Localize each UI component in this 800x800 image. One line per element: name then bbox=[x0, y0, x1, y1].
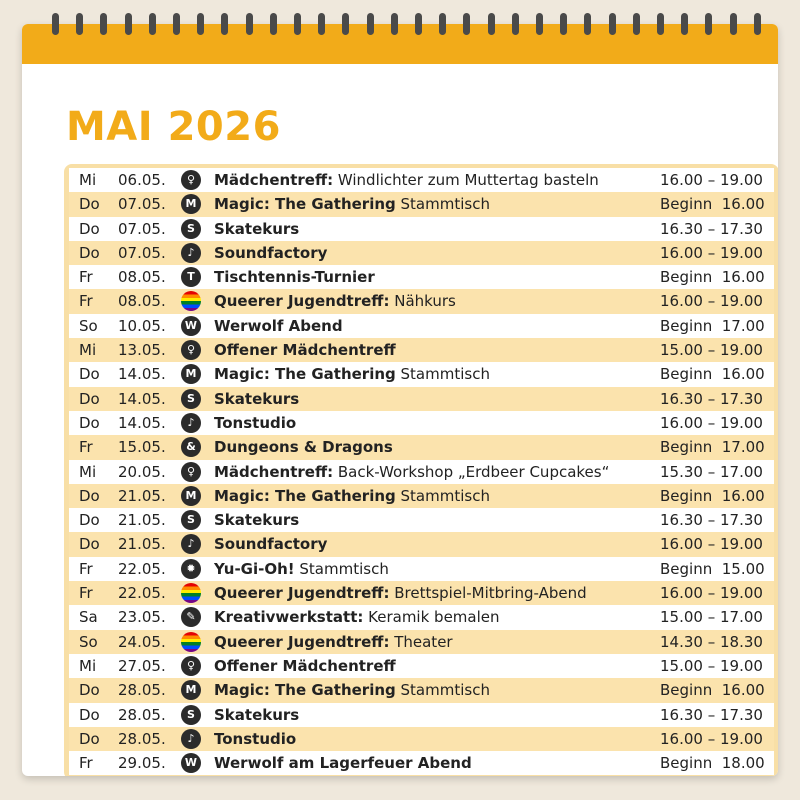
event-time: 16.00 – 19.00 bbox=[660, 413, 763, 432]
werewolf-icon: W bbox=[181, 753, 201, 773]
event-row bbox=[69, 289, 774, 313]
event-row bbox=[69, 435, 774, 459]
event-title-detail: Stammtisch bbox=[395, 681, 490, 700]
event-weekday: Fr bbox=[79, 268, 93, 287]
event-weekday: Do bbox=[79, 705, 100, 724]
event-time: Beginn 15.00 bbox=[660, 559, 765, 578]
event-weekday: Fr bbox=[79, 584, 93, 603]
female-symbol-icon: ♀ bbox=[181, 656, 201, 676]
event-title-bold: Mädchentreff: bbox=[214, 462, 334, 481]
event-row bbox=[69, 678, 774, 702]
female-symbol-icon: ♀ bbox=[181, 340, 201, 360]
paintbrush-icon: ✎ bbox=[181, 607, 201, 627]
event-title-detail: Theater bbox=[389, 632, 453, 651]
magic-gathering-icon: M bbox=[181, 194, 201, 214]
event-title-bold: Tischtennis-Turnier bbox=[214, 268, 375, 287]
event-row bbox=[69, 314, 774, 338]
event-date: 20.05. bbox=[118, 462, 166, 481]
microphone-icon: ♪ bbox=[181, 534, 201, 554]
event-title bbox=[214, 265, 375, 289]
event-row bbox=[69, 508, 774, 532]
event-weekday: Do bbox=[79, 389, 100, 408]
event-table bbox=[64, 164, 778, 776]
magic-gathering-icon: M bbox=[181, 364, 201, 384]
event-time: 16.00 – 19.00 bbox=[660, 729, 763, 748]
event-title-detail: Stammtisch bbox=[395, 486, 490, 505]
event-title bbox=[214, 727, 296, 751]
event-row bbox=[69, 654, 774, 678]
event-title-bold: Queerer Jugendtreff: bbox=[214, 632, 390, 651]
event-title bbox=[214, 217, 299, 241]
event-weekday: Do bbox=[79, 535, 100, 554]
event-date: 14.05. bbox=[118, 389, 166, 408]
event-row bbox=[69, 703, 774, 727]
skateboard-icon: S bbox=[181, 510, 201, 530]
event-title-detail: Back-Workshop „Erdbeer Cupcakes“ bbox=[333, 462, 610, 481]
event-date: 07.05. bbox=[118, 243, 166, 262]
event-row bbox=[69, 265, 774, 289]
event-row bbox=[69, 532, 774, 556]
event-time: Beginn 16.00 bbox=[660, 195, 765, 214]
event-row bbox=[69, 557, 774, 581]
event-title-bold: Offener Mädchentreff bbox=[214, 656, 396, 675]
event-weekday: Do bbox=[79, 681, 100, 700]
event-date: 21.05. bbox=[118, 486, 166, 505]
event-title bbox=[214, 484, 490, 508]
event-row bbox=[69, 460, 774, 484]
event-time: 15.00 – 17.00 bbox=[660, 608, 763, 627]
event-time: Beginn 18.00 bbox=[660, 754, 765, 773]
event-weekday: Do bbox=[79, 195, 100, 214]
event-date: 07.05. bbox=[118, 195, 166, 214]
event-time: 16.00 – 19.00 bbox=[660, 292, 763, 311]
skateboard-icon: S bbox=[181, 219, 201, 239]
event-title-bold: Queerer Jugendtreff: bbox=[214, 292, 390, 311]
rainbow-flag-icon bbox=[181, 291, 201, 311]
event-row bbox=[69, 168, 774, 192]
event-weekday: Fr bbox=[79, 292, 93, 311]
event-title bbox=[214, 557, 389, 581]
event-date: 14.05. bbox=[118, 413, 166, 432]
event-title-bold: Skatekurs bbox=[214, 511, 300, 530]
event-time: 14.30 – 18.30 bbox=[660, 632, 763, 651]
event-row bbox=[69, 192, 774, 216]
event-row bbox=[69, 387, 774, 411]
event-weekday: Do bbox=[79, 365, 100, 384]
event-title-bold: Magic: The Gathering bbox=[214, 681, 396, 700]
event-title bbox=[214, 338, 396, 362]
event-title bbox=[214, 435, 393, 459]
event-title-bold: Tonstudio bbox=[214, 729, 297, 748]
dungeons-dragons-icon: & bbox=[181, 437, 201, 457]
event-row bbox=[69, 751, 774, 775]
event-title-bold: Werwolf Abend bbox=[214, 316, 343, 335]
event-title-bold: Soundfactory bbox=[214, 535, 328, 554]
event-title-detail: Stammtisch bbox=[294, 559, 389, 578]
event-title-bold: Magic: The Gathering bbox=[214, 195, 396, 214]
event-date: 08.05. bbox=[118, 292, 166, 311]
event-title-detail: Windlichter zum Muttertag basteln bbox=[333, 171, 599, 189]
event-time: 15.00 – 19.00 bbox=[660, 656, 763, 675]
event-time: Beginn 16.00 bbox=[660, 365, 765, 384]
event-date: 15.05. bbox=[118, 438, 166, 457]
event-time: 15.00 – 19.00 bbox=[660, 341, 763, 360]
event-date: 24.05. bbox=[118, 632, 166, 651]
event-title bbox=[214, 241, 327, 265]
event-title-bold: Magic: The Gathering bbox=[214, 365, 396, 384]
event-title-bold: Offener Mädchentreff bbox=[214, 341, 396, 360]
event-title bbox=[214, 314, 343, 338]
event-row bbox=[69, 362, 774, 386]
event-weekday: Mi bbox=[79, 656, 97, 675]
event-title-bold: Yu-Gi-Oh! bbox=[214, 559, 295, 578]
magic-gathering-icon: M bbox=[181, 486, 201, 506]
event-weekday: Do bbox=[79, 243, 100, 262]
event-time: 16.30 – 17.30 bbox=[660, 511, 763, 530]
event-title-bold: Tonstudio bbox=[214, 413, 297, 432]
event-date: 07.05. bbox=[118, 219, 166, 238]
event-title bbox=[214, 703, 299, 727]
event-row bbox=[69, 727, 774, 751]
event-title-bold: Magic: The Gathering bbox=[214, 486, 396, 505]
event-row bbox=[69, 338, 774, 362]
event-weekday: Mi bbox=[79, 171, 97, 189]
event-weekday: Sa bbox=[79, 608, 98, 627]
event-weekday: So bbox=[79, 632, 98, 651]
event-list bbox=[69, 168, 774, 775]
event-date: 22.05. bbox=[118, 559, 166, 578]
event-time: Beginn 16.00 bbox=[660, 681, 765, 700]
event-date: 21.05. bbox=[118, 511, 166, 530]
event-weekday: Do bbox=[79, 511, 100, 530]
rainbow-flag-icon bbox=[181, 632, 201, 652]
event-title-detail: Nähkurs bbox=[389, 292, 456, 311]
yugioh-icon: ✹ bbox=[181, 559, 201, 579]
event-date: 14.05. bbox=[118, 365, 166, 384]
event-title bbox=[214, 678, 490, 702]
event-date: 27.05. bbox=[118, 656, 166, 675]
event-row bbox=[69, 581, 774, 605]
event-date: 28.05. bbox=[118, 729, 166, 748]
event-title-detail: Stammtisch bbox=[395, 365, 490, 384]
calendar-header-bar bbox=[22, 24, 778, 64]
event-row bbox=[69, 411, 774, 435]
rainbow-flag-icon bbox=[181, 583, 201, 603]
event-weekday: Mi bbox=[79, 462, 97, 481]
event-date: 29.05. bbox=[118, 754, 166, 773]
event-date: 28.05. bbox=[118, 681, 166, 700]
event-title-bold: Kreativwerkstatt: bbox=[214, 608, 364, 627]
event-time: 16.30 – 17.30 bbox=[660, 705, 763, 724]
event-time: Beginn 16.00 bbox=[660, 268, 765, 287]
event-time: 15.30 – 17.00 bbox=[660, 462, 763, 481]
event-time: Beginn 17.00 bbox=[660, 316, 765, 335]
skateboard-icon: S bbox=[181, 705, 201, 725]
female-symbol-icon: ♀ bbox=[181, 462, 201, 482]
microphone-icon: ♪ bbox=[181, 729, 201, 749]
event-title bbox=[214, 387, 299, 411]
event-title-bold: Skatekurs bbox=[214, 389, 300, 408]
event-title bbox=[214, 630, 453, 654]
event-title bbox=[214, 168, 599, 192]
table-tennis-icon: T bbox=[181, 267, 201, 287]
event-title bbox=[214, 411, 296, 435]
event-date: 28.05. bbox=[118, 705, 166, 724]
event-row bbox=[69, 484, 774, 508]
event-row bbox=[69, 217, 774, 241]
event-title bbox=[214, 751, 472, 775]
female-symbol-icon: ♀ bbox=[181, 170, 201, 190]
event-weekday: Do bbox=[79, 219, 100, 238]
event-row bbox=[69, 630, 774, 654]
event-weekday: Do bbox=[79, 486, 100, 505]
event-time: 16.00 – 19.00 bbox=[660, 243, 763, 262]
event-weekday: Fr bbox=[79, 754, 93, 773]
calendar-card bbox=[22, 24, 778, 776]
event-weekday: Mi bbox=[79, 341, 97, 360]
event-title bbox=[214, 654, 396, 678]
event-title-detail: Stammtisch bbox=[395, 195, 490, 214]
event-date: 10.05. bbox=[118, 316, 166, 335]
event-title-detail: Keramik bemalen bbox=[363, 608, 500, 627]
event-title-bold: Queerer Jugendtreff: bbox=[214, 584, 390, 603]
event-time: Beginn 17.00 bbox=[660, 438, 765, 457]
event-row bbox=[69, 241, 774, 265]
event-date: 23.05. bbox=[118, 608, 166, 627]
event-title-bold: Werwolf am Lagerfeuer Abend bbox=[214, 754, 472, 773]
event-date: 13.05. bbox=[118, 341, 166, 360]
event-title bbox=[214, 581, 587, 605]
event-time: Beginn 16.00 bbox=[660, 486, 765, 505]
event-date: 21.05. bbox=[118, 535, 166, 554]
event-weekday: Do bbox=[79, 729, 100, 748]
event-title-bold: Soundfactory bbox=[214, 243, 328, 262]
event-date: 08.05. bbox=[118, 268, 166, 287]
page-title: MAI 2026 bbox=[66, 104, 281, 150]
magic-gathering-icon: M bbox=[181, 680, 201, 700]
event-title bbox=[214, 362, 490, 386]
event-title bbox=[214, 289, 456, 313]
event-title bbox=[214, 605, 500, 629]
event-title-detail: Brettspiel-Mitbring-Abend bbox=[389, 584, 587, 603]
microphone-icon: ♪ bbox=[181, 243, 201, 263]
event-date: 22.05. bbox=[118, 584, 166, 603]
event-title-bold: Skatekurs bbox=[214, 219, 300, 238]
event-weekday: So bbox=[79, 316, 98, 335]
event-weekday: Fr bbox=[79, 559, 93, 578]
event-time: 16.00 – 19.00 bbox=[660, 584, 763, 603]
event-weekday: Fr bbox=[79, 438, 93, 457]
werewolf-icon: W bbox=[181, 316, 201, 336]
event-date: 06.05. bbox=[118, 171, 166, 189]
event-title bbox=[214, 508, 299, 532]
event-title bbox=[214, 192, 490, 216]
event-title bbox=[214, 532, 327, 556]
event-time: 16.30 – 17.30 bbox=[660, 219, 763, 238]
event-title bbox=[214, 460, 609, 484]
event-time: 16.30 – 17.30 bbox=[660, 389, 763, 408]
event-row bbox=[69, 605, 774, 629]
skateboard-icon: S bbox=[181, 389, 201, 409]
microphone-icon: ♪ bbox=[181, 413, 201, 433]
event-title-bold: Dungeons & Dragons bbox=[214, 438, 393, 457]
event-weekday: Do bbox=[79, 413, 100, 432]
event-time: 16.00 – 19.00 bbox=[660, 171, 763, 189]
event-title-bold: Skatekurs bbox=[214, 705, 300, 724]
event-time: 16.00 – 19.00 bbox=[660, 535, 763, 554]
event-title-bold: Mädchentreff: bbox=[214, 171, 334, 189]
